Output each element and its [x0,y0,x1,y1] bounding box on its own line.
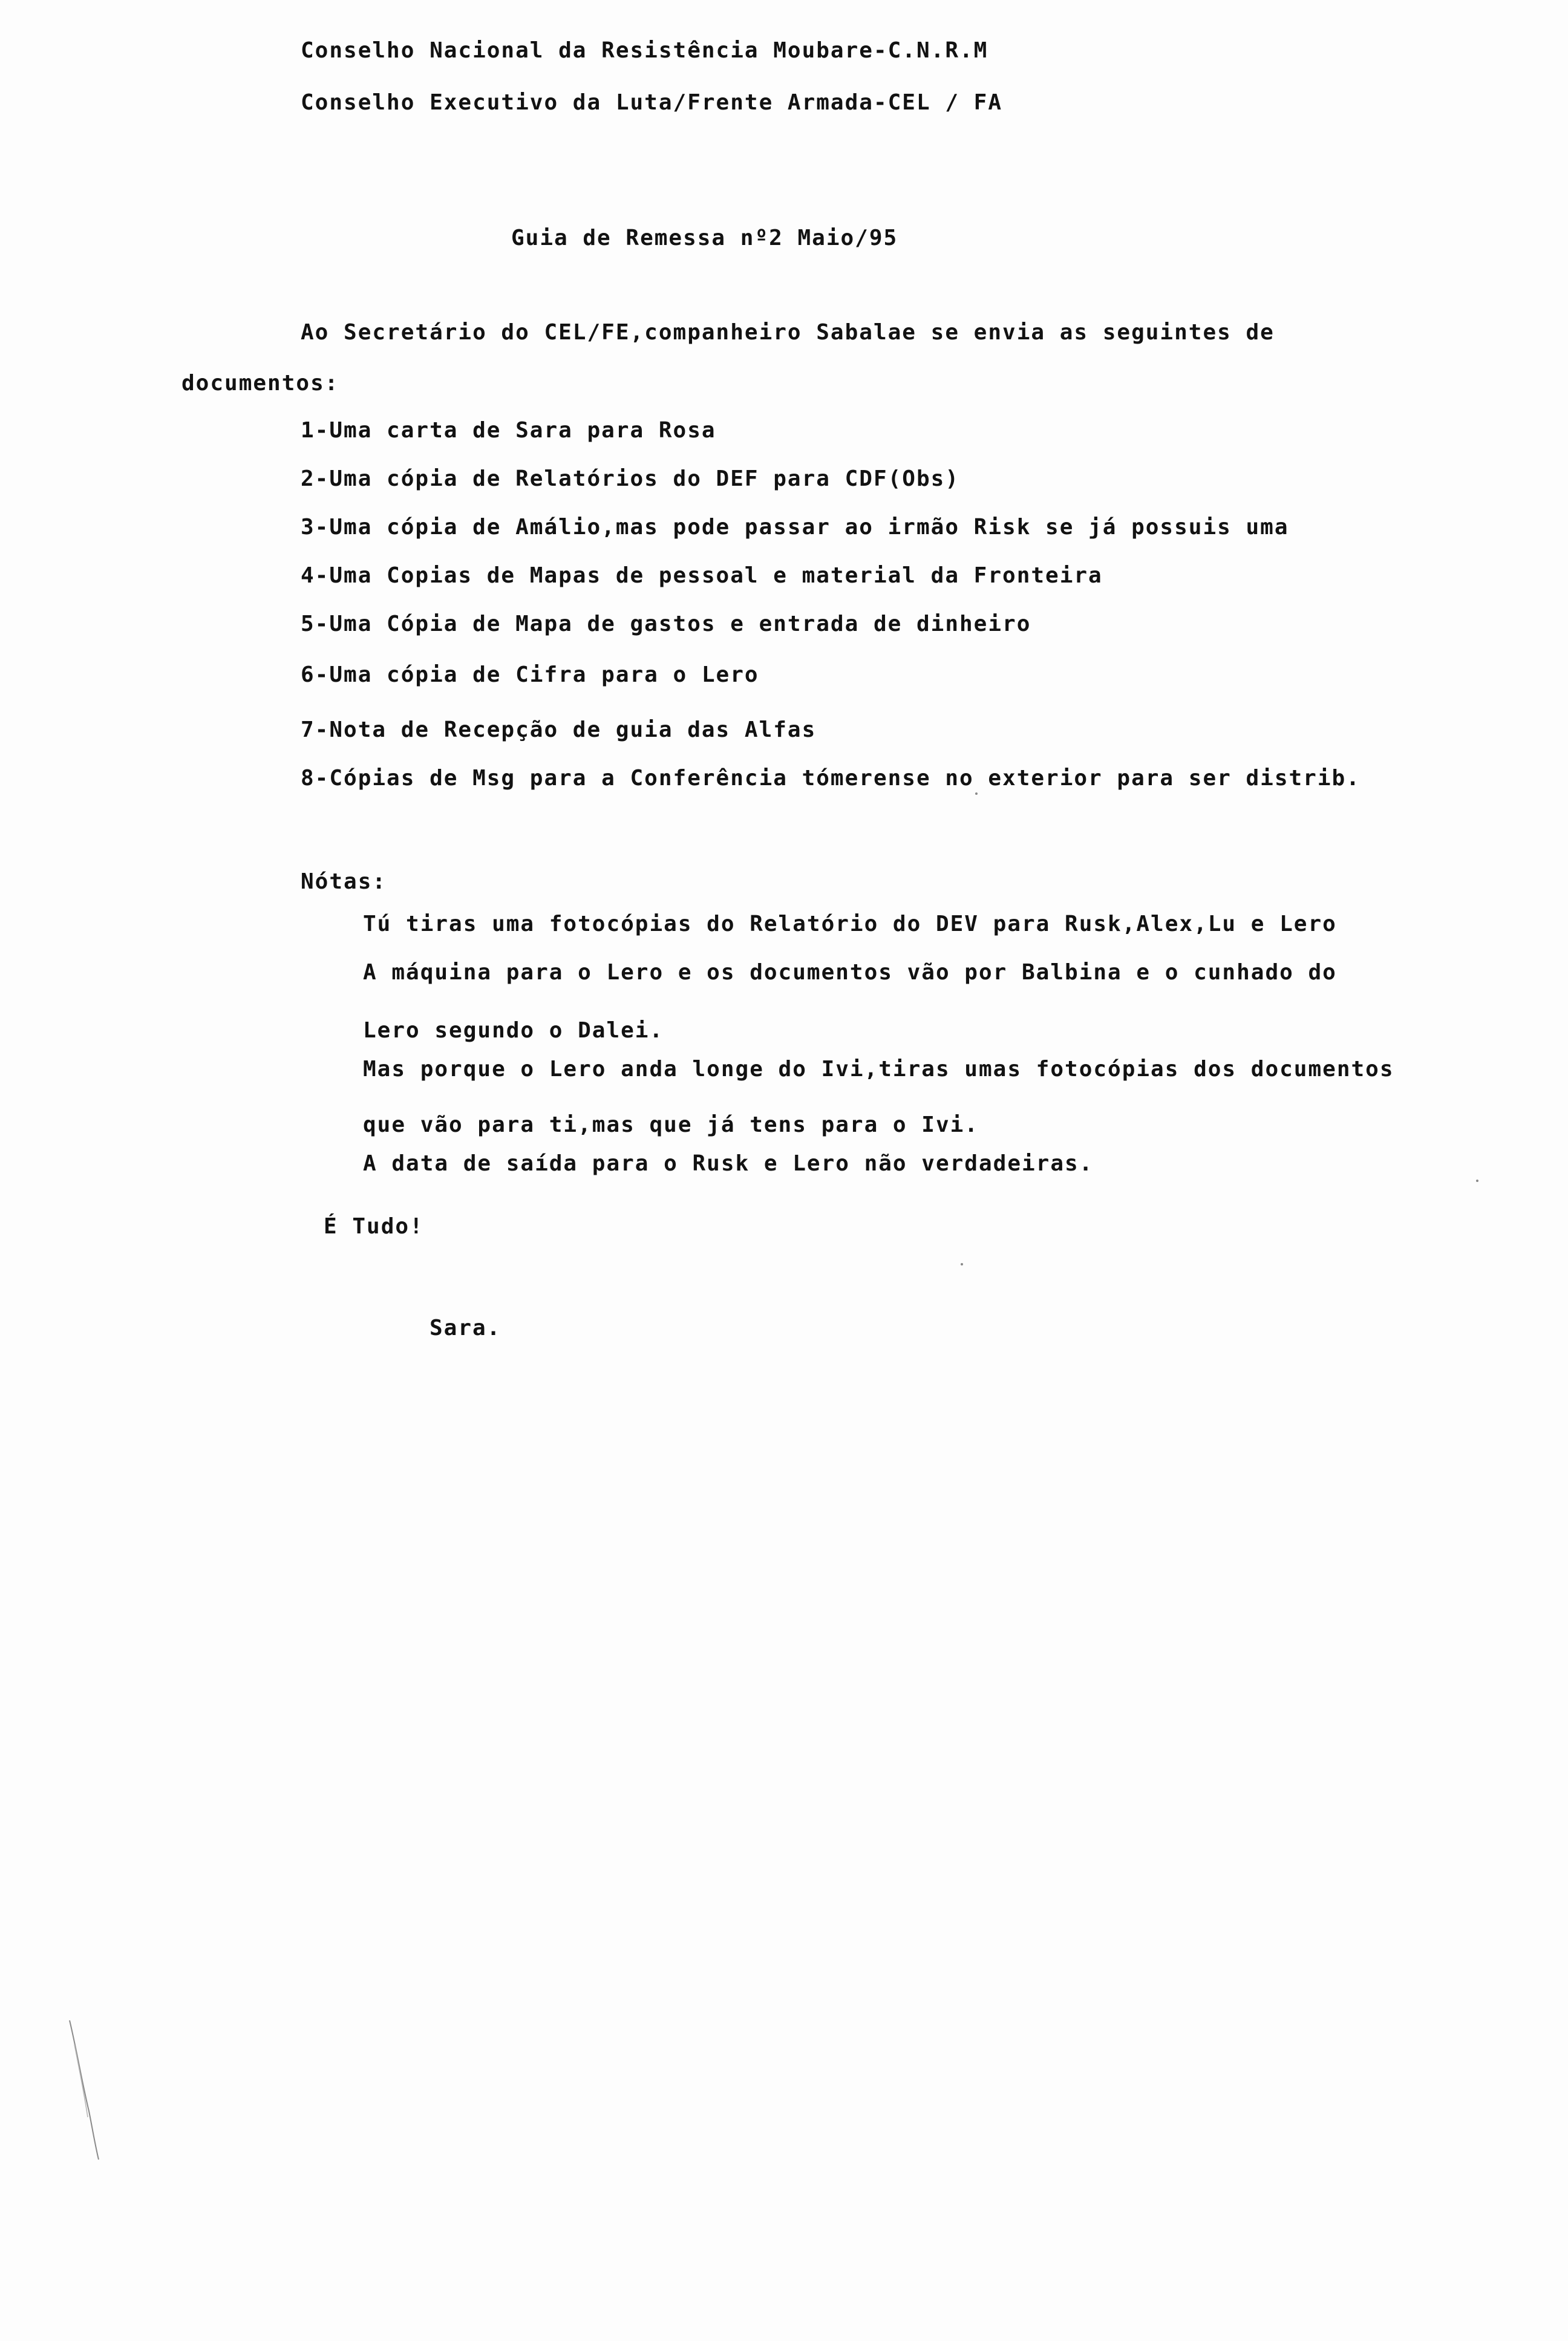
list-item: 2-Uma cópia de Relatórios do DEF para CDF(Obs) [301,466,959,491]
list-item: 8-Cópias de Msg para a Conferência tómerense no exterior para ser distrib. [301,766,1361,791]
intro-line-2: documentos: [181,371,339,396]
closing-text: É Tudo! [324,1214,424,1239]
header-line-1: Conselho Nacional da Resistência Moubare-C.N.R.M [301,38,988,63]
note-line: A data de saída para o Rusk e Lero não verdadeiras. [363,1151,1094,1176]
note-line: que vão para ti,mas que já tens para o Ivi. [363,1112,979,1137]
note-line: Mas porque o Lero anda longe do Ivi,tiras umas fotocópias dos documentos [363,1057,1394,1082]
header-line-2: Conselho Executivo da Luta/Frente Armada-CEL / FA [301,90,1003,115]
intro-line-1: Ao Secretário do CEL/FE,companheiro Sabalae se envia as seguintes de [301,320,1275,345]
note-line: A máquina para o Lero e os documentos vão por Balbina e o cunhado do [363,960,1337,985]
document-title: Guia de Remessa nº2 Maio/95 [511,226,898,250]
note-line: Tú tiras uma fotocópias do Relatório do DEV para Rusk,Alex,Lu e Lero [363,912,1337,936]
list-item: 5-Uma Cópia de Mapa de gastos e entrada de dinheiro [301,612,1031,636]
list-item: 6-Uma cópia de Cifra para o Lero [301,662,759,687]
notes-heading: Nótas: [301,869,387,894]
scan-speck [975,792,978,795]
list-item: 4-Uma Copias de Mapas de pessoal e material da Fronteira [301,563,1103,588]
signature: Sara. [430,1316,501,1340]
list-item: 7-Nota de Recepção de guia das Alfas [301,717,817,742]
list-item: 3-Uma cópia de Amálio,mas pode passar ao irmão Risk se já possuis uma [301,515,1289,540]
scan-speck [1476,1180,1478,1182]
scan-artifact-mark [64,2008,106,2166]
note-line: Lero segundo o Dalei. [363,1018,664,1043]
scan-speck [961,1263,963,1265]
list-item: 1-Uma carta de Sara para Rosa [301,418,716,443]
